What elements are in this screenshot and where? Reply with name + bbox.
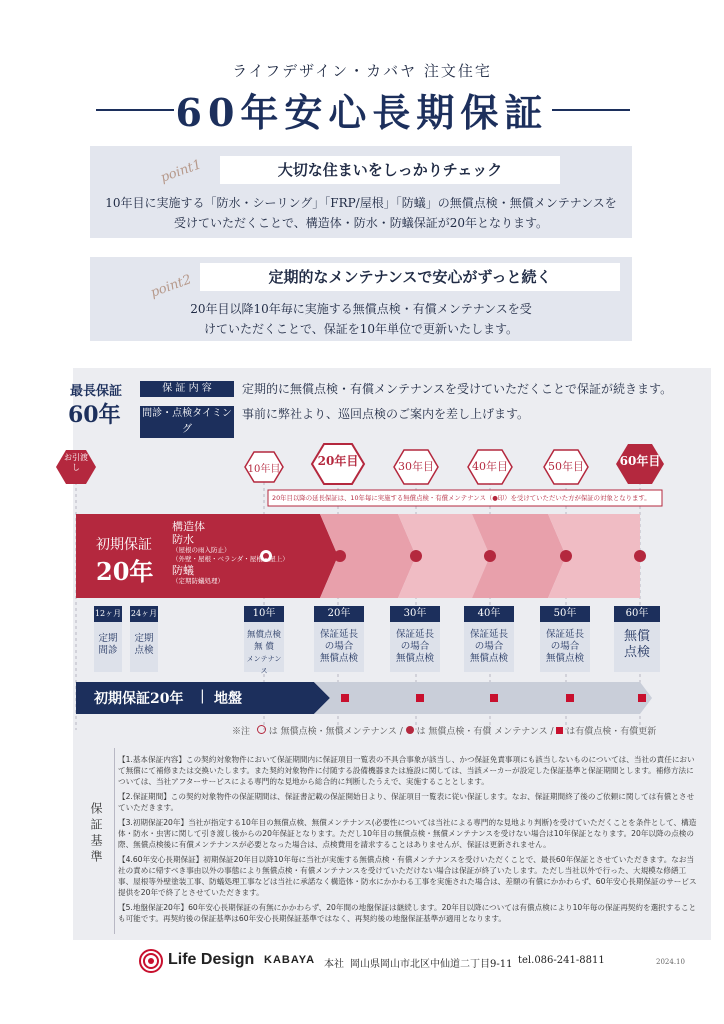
point2-card	[90, 257, 632, 341]
page-title: 60年安心長期保証	[175, 90, 549, 135]
criteria-p3: 【3.初期保証20年】当社が指定する10年目の無償点検、無償メンテナンス(必要性については当社による専門的な見地より判断)を受けていただくことを条件として、構造体・防水・虫害に関して引き渡し後からの20年保証となります。ただし10年目の無償点検・無償メンテナンスを受けない場合は10年保証となります。20年以降の点検の際、無償点検後に有償メンテナンスが必要となった場合は、点検費用を請求することはありませんが、保証は更新されません。	[118, 818, 697, 849]
extension-notice: 20年目以降の延長保証は、10年毎に実施する無償点検・有償メンテナンス（●印）を受けていただいた方が保証の対象となります。	[272, 494, 651, 502]
criteria-divider	[114, 748, 115, 934]
legend-a: は 無償点検・無償メンテナンス	[268, 727, 397, 737]
ground-divider: |	[200, 688, 205, 704]
criteria-label-box	[88, 742, 112, 932]
footer-tel: tel.086-241-8811	[518, 955, 605, 966]
point1-heading: 大切な住まいをしっかりチェック	[220, 156, 560, 184]
footer-office: 本社	[324, 959, 344, 970]
point2-heading: 定期的なメンテナンスで安心がずっと続く	[200, 263, 620, 291]
item-termite: 防蟻	[172, 564, 194, 577]
item-termite-note: （定期防蟻処理）	[172, 577, 224, 585]
criteria-label: 保証基準	[89, 802, 103, 866]
timing-badge: 間診・点検タイミング	[140, 406, 234, 438]
content-badge: 保 証 内 容	[140, 381, 234, 397]
timing-text: 事前に弊社より、巡回点検のご案内を差し上げます。	[242, 407, 530, 421]
inspect-50y: 50年 保証延長 の場合 無償点検	[540, 606, 590, 672]
milestone-60: 60年目	[619, 454, 661, 468]
initial-years: 20年	[96, 557, 154, 586]
initial-items	[172, 520, 289, 586]
footer-address: 岡山県岡山市北区中仙道二丁目9-11	[350, 959, 513, 970]
point1-line1: 10年目に実施する「防水・シーリング」「FRP/屋根」「防蟻」の無償点検・無償メンテナンスを	[105, 196, 617, 210]
milestone-20: 20年目	[317, 454, 359, 468]
legend-c: は有償点検・有償更新	[566, 727, 657, 737]
legend-open-circle	[257, 725, 266, 734]
milestone-30: 30年目	[398, 460, 434, 473]
criteria-p5: 【5.地盤保証20年】60年安心長期保証の有無にかかわらず、20年間の地盤保証は継続します。20年目以降については有償点検により10年毎の保証再契約を選択することも可能です。再契約後の保証基準は60年安心長期保証基準ではなく、再契約後の地盤保証基準が適用となります。	[118, 903, 697, 923]
max-guarantee-years: 60年	[68, 402, 121, 428]
ground-label: 初期保証20年	[94, 691, 184, 707]
point1-card	[90, 146, 632, 238]
footer-date: 2024.10	[656, 958, 685, 966]
point1-line2: 受けていただくことで、構造体・防水・防蟻保証が20年となります。	[173, 216, 549, 230]
ground-sub: 地盤	[214, 691, 242, 707]
point2-line2: けていただくことで、保証を10年単位で更新いたします。	[203, 322, 519, 336]
milestone-50: 50年目	[548, 460, 584, 473]
criteria-p2: 【2.保証期間】この契約対象物件の保証期間は、保証書記載の保証開始日より、保証項目一覧表に従い保証します。なお、保証期間終了後のご依頼に関しては有償とさせていただきます。	[118, 792, 695, 812]
company-logo-icon	[138, 948, 164, 974]
inspect-30y: 30年 保証延長 の場合 無償点検	[390, 606, 440, 672]
legend-filled-circle	[406, 726, 414, 734]
criteria-p4: 【4.60年安心長期保証】初期保証20年目以降10年毎に当社が実施する無償点検・有償メンテナンスを受けいただくことで、最長60年保証とさせていただきます。なお当社の責めに帰すべき事由以外の事態により無償点検・有償メンテナンスを受けていただけない場合は保証が終了いたします。ただし当社以外で行った、大規模な修繕工事、屋根等外壁塗装工事、防蟻処理工事などは当社に承諾なく構造体・防水にかかわる工事を実施された場合は、差額の有償にかかわらず、60年安心長期保証のサービス提供を20年で終了とさせていただきます。	[118, 855, 697, 897]
inspect-60y: 60年 無償 点検	[614, 606, 660, 672]
inspect-20y: 20年 保証延長 の場合 無償点検	[314, 606, 364, 672]
inspect-10y: 10年 無償点検 無 償 メンテナンス	[244, 606, 284, 672]
max-guarantee-label: 最長保証	[70, 384, 123, 399]
item-waterproof: 防水	[172, 533, 194, 546]
milestone-40: 40年目	[472, 460, 508, 473]
point1-tag: point1	[158, 157, 204, 186]
inspect-24m: 24ヶ月 定期 点検	[130, 606, 158, 672]
content-text: 定期的に無償点検・有償メンテナンスを受けていただくことで保証が続きます。	[242, 382, 673, 396]
item-structure: 構造体	[172, 520, 205, 533]
legend: ※注 は 無償点検・無償メンテナンス / は 無償点検・有償 メンテナンス / は有償点検・有償更新	[232, 727, 657, 737]
point2-line1: 20年目以降10年毎に実施する無償点検・有償メンテナンスを受	[190, 302, 532, 316]
company-logo-sub: KABAYA	[264, 954, 316, 966]
legend-note: ※注	[232, 727, 251, 737]
inspect-40y: 40年 保証延長 の場合 無償点検	[464, 606, 514, 672]
item-waterproof-note1: （屋根の雨入防止）	[172, 546, 231, 554]
initial-label: 初期保証	[96, 537, 152, 553]
point2-tag: point2	[148, 272, 194, 301]
item-waterproof-note2: （外壁・屋根・ベランダ・屋根・屋上）	[172, 555, 289, 563]
milestone-10: 10年目	[247, 464, 281, 475]
criteria-p1: 【1.基本保証内容】この契約対象物件において保証期間内に保証項目一覧表の不具合事象が該当し、かつ保証免責事項にも該当しないものについては、当社の責任において無償にて補修または交換いたします。また契約対象物件に付随する設備機器または施設に関しては、当該メーカーが設定した保証基準と保証期間とします。補修方法については、当社アフターサービスによる専門的な見地から総合的に判断したうえで、実施することとします。	[118, 755, 695, 786]
legend-b: は 無償点検・有償 メンテナンス	[416, 727, 548, 737]
legend-square	[556, 727, 563, 734]
header-subtitle: ライフデザイン・カバヤ 注文住宅	[232, 62, 492, 80]
criteria-text	[118, 754, 700, 932]
handover-label: お引渡し	[64, 453, 88, 472]
company-logo-text: Life Design	[168, 951, 255, 968]
inspect-12m: 12ヶ月 定期 間診	[94, 606, 122, 672]
